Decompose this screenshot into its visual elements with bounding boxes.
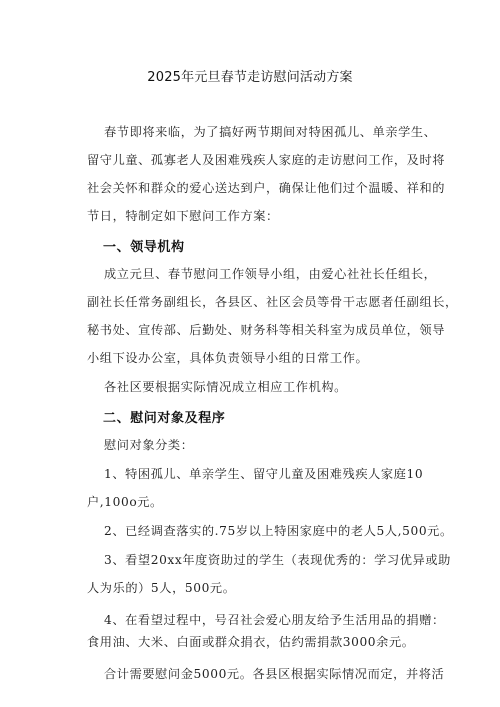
total-line: 合计需要慰问金5000元。各县区根据实际情况而定，并将活 bbox=[104, 667, 445, 681]
section-heading-leadership: 一、领导机构 bbox=[103, 240, 185, 255]
intro-line-2: 留守儿童、孤寡老人及困难残疾人家庭的走访慰问工作，及时将 bbox=[87, 153, 446, 167]
section-heading-targets: 二、慰问对象及程序 bbox=[103, 411, 226, 426]
item3-line-2: 人为乐的）5人，500元。 bbox=[87, 581, 236, 595]
item4-line-2: 食用油、大米、白面或群众捐衣，估约需捐款3000余元。 bbox=[87, 635, 415, 649]
item1-line-2: 户,100o元。 bbox=[87, 495, 163, 509]
intro-line-4: 节日，特制定如下慰问工作方案： bbox=[87, 209, 279, 223]
item4-line-1: 4、在看望过程中，号召社会爱心朋友给予生活用品的捐赠： bbox=[104, 613, 445, 627]
section1-line-4: 小组下设办公室，具体负责领导小组的日常工作。 bbox=[87, 351, 369, 365]
section1-para2: 各社区要根据实际情况成立相应工作机构。 bbox=[104, 380, 347, 394]
section1-line-1: 成立元旦、春节慰问工作领导小组，由爱心社社长任组长， bbox=[104, 267, 437, 281]
section1-line-2: 副社长任常务副组长，各县区、社区会员等骨干志愿者任副组长， bbox=[87, 295, 458, 309]
section2-classify: 慰问对象分类： bbox=[104, 438, 194, 452]
intro-line-1: 春节即将来临，为了搞好两节期间对特困孤儿、单亲学生、 bbox=[104, 125, 437, 139]
item2-line: 2、已经调查落实的.75岁以上特困家庭中的老人5人,500元。 bbox=[104, 524, 453, 538]
intro-line-3: 社会关怀和群众的爱心送达到户，确保让他们过个温暖、祥和的 bbox=[87, 181, 446, 195]
item1-line-1: 1、特困孤儿、单亲学生、留守儿童及困难残疾人家庭10 bbox=[104, 467, 424, 481]
document-title: 2025年元旦春节走访慰问活动方案 bbox=[147, 70, 353, 85]
item3-line-1: 3、看望20xx年度资助过的学生（表现优秀的：学习优异或助 bbox=[104, 553, 451, 567]
section1-line-3: 秘书处、宣传部、后勤处、财务科等相关科室为成员单位，领导 bbox=[87, 323, 446, 337]
